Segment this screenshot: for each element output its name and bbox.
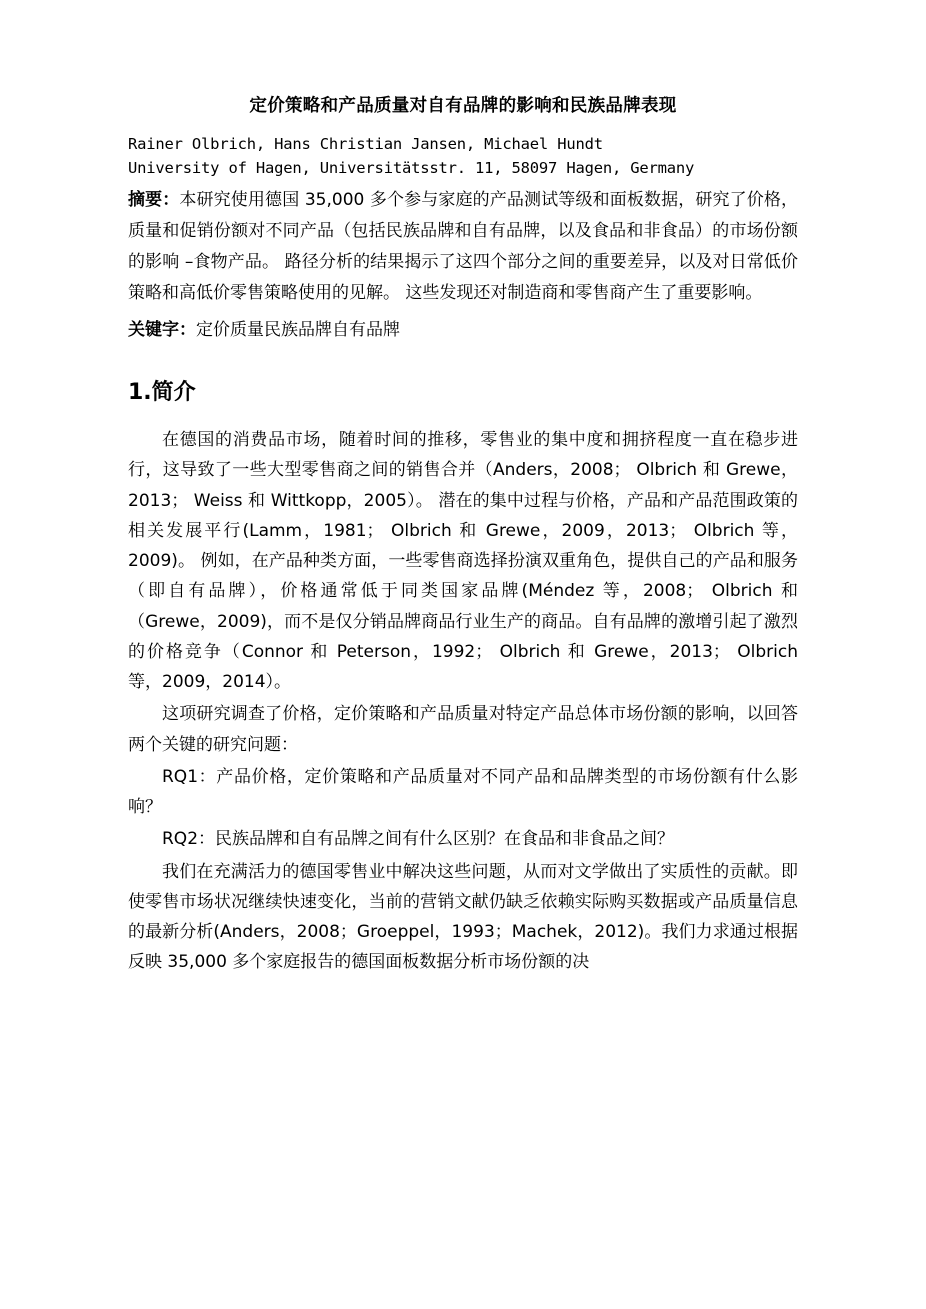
body-paragraph: 在德国的消费品市场，随着时间的推移，零售业的集中度和拥挤程度一直在稳步进行，这导致了一些大型零售商之间的销售合并（Anders，2008； Olbrich 和 Grewe，2013； Weiss 和 Wittkopp，2005）。 潜在的集中过程与价格，产品和产品范围政策的相关发展平行(Lamm，1981； Olbrich 和 Grewe，2009，2013； Olbrich 等，2009)。 例如，在产品种类方面，一些零售商选择扮演双重角色，提供自己的产品和服务（即自有品牌），价格通常低于同类国家品牌(Méndez 等，2008； Olbrich 和 （Grewe，2009)，而不是仅分销品牌商品行业生产的商品。自有品牌的激增引起了激烈的价格竞争（Connor 和 Peterson，1992； Olbrich 和 Grewe，2013； Olbrich 等，2009，2014）。 <box>128 430 798 693</box>
abstract-block <box>128 184 798 309</box>
keywords-block <box>128 315 798 345</box>
body-paragraph: RQ1：产品价格，定价策略和产品质量对不同产品和品牌类型的市场份额有什么影响？ <box>128 766 798 818</box>
page-title: 定价策略和产品质量对自有品牌的影响和民族品牌表现 <box>249 96 677 116</box>
abstract-text: 本研究使用德国 35,000 多个参与家庭的产品测试等级和面板数据，研究了价格，质量和促销份额对不同产品（包括民族品牌和自有品牌，以及食品和非食品）的市场份额的影响 –食物产品。 路径分析的结果揭示了这四个部分之间的重要差异，以及对日常低价策略和高低价零售策略使用的见解。 这些发现还对制造商和零售商产生了重要影响。 <box>128 189 799 304</box>
body-paragraph: 我们在充满活力的德国零售业中解决这些问题，从而对文学做出了实质性的贡献。即使零售市场状况继续快速变化，当前的营销文献仍缺乏依赖实际购买数据或产品质量信息的最新分析(Anders，2008；Groeppel，1993；Machek，2012)。我们力求通过根据反映 35,000 多个家庭报告的德国面板数据分析市场份额的决 <box>128 861 798 973</box>
body-paragraph: RQ2：民族品牌和自有品牌之间有什么区别？在食品和非食品之间？ <box>162 829 675 850</box>
body-paragraph: 这项研究调查了价格，定价策略和产品质量对特定产品总体市场份额的影响，以回答两个关键的研究问题： <box>128 704 798 755</box>
keywords-text: 定价质量民族品牌自有品牌 <box>196 319 400 340</box>
section-heading-introduction: 1.简介 <box>128 379 196 405</box>
authors: Rainer Olbrich, Hans Christian Jansen, Michael Hundt <box>128 134 603 153</box>
affiliation: University of Hagen, Universitätsstr. 11, 58097 Hagen, Germany <box>128 158 695 177</box>
abstract-label: 摘要： <box>128 189 180 210</box>
keywords-label: 关键字： <box>128 319 196 340</box>
